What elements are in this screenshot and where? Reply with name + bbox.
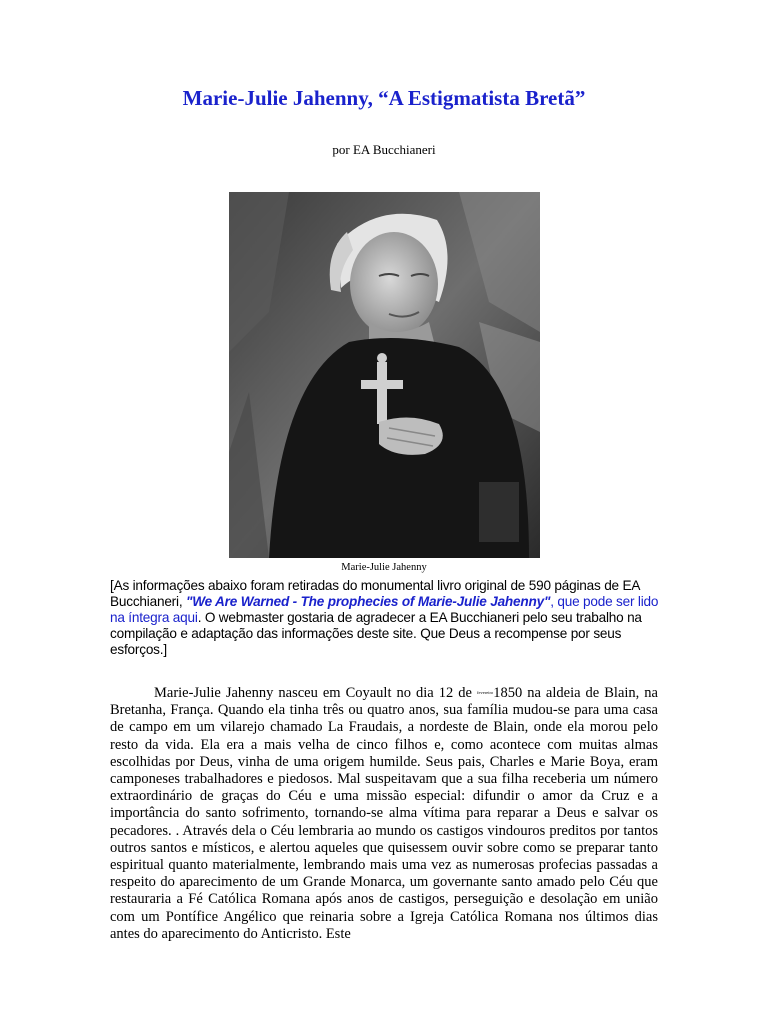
read-here-link[interactable]: , que pode ser lido na íntegra aqui	[110, 594, 659, 625]
note-text-start: [As informações abaixo foram retiradas do monumental livro original de 590 páginas de EA Bucchianeri,	[110, 578, 640, 609]
paragraph-continuation: 1850 na aldeia de Blain, na Bretanha, França. Quando ela tinha três ou quatro anos, sua família mudou-se para uma casa de campo em um vilarejo chamado La Fraudais, a nordeste de Blain, onde ela morou pelo resto da vida. Ela era a mais velha de cinco filhos e, como acontece com muitas almas escolhidas por Deus, vinha de uma origem humilde. Seus pais, Charles e Marie Boya, eram camponeses trabalhadores e piedosos. Mal suspeitavam que a sua filha receberia um número extraordinário de graças do Céu e uma missão especial: difundir o amor da Cruz e a importância do santo sofrimento, tornando-se alma vítima para reparar a Deus e salvar os pecadores. . Através dela o Céu lembraria ao mundo os castigos vindouros preditos por tantos outros santos e místicos, e alertou aqueles que quisessem ouvir sobre como se preparar tanto espiritual quanto materialmente, lembrando mais uma vez as numerosas profecias passadas a respeito do aparecimento de um Grande Monarca, um governante santo amado pelo Céu que restauraria a Fé Católica Romana após anos de castigos, perseguição e desolação em união com um Pontífice Angélico que reinaria sobre a Igreja Católica Romana nos últimos dias antes do aparecimento do Anticristo. Este	[110, 685, 658, 942]
note-text-end: . O webmaster gostaria de agradecer a EA Bucchianeri pelo seu trabalho na compilação e adaptação das informações deste site. Que Deus a recompense por seus esforços.]	[110, 610, 642, 657]
tiny-month-text: fevereiro	[476, 690, 494, 695]
page-title: Marie-Julie Jahenny, “A Estigmatista Bretã”	[182, 86, 586, 110]
portrait-illustration	[229, 192, 540, 558]
book-title-link[interactable]: "We Are Warned - The prophecies of Marie-Julie Jahenny"	[185, 594, 551, 609]
source-note	[110, 578, 670, 658]
paragraph-start: Marie-Julie Jahenny nasceu em Coyault no dia 12 de	[154, 685, 477, 701]
author-line: por EA Bucchianeri	[332, 142, 436, 157]
portrait-photo	[229, 192, 540, 558]
biography-paragraph	[110, 684, 658, 943]
photo-caption: Marie-Julie Jahenny	[341, 562, 427, 573]
